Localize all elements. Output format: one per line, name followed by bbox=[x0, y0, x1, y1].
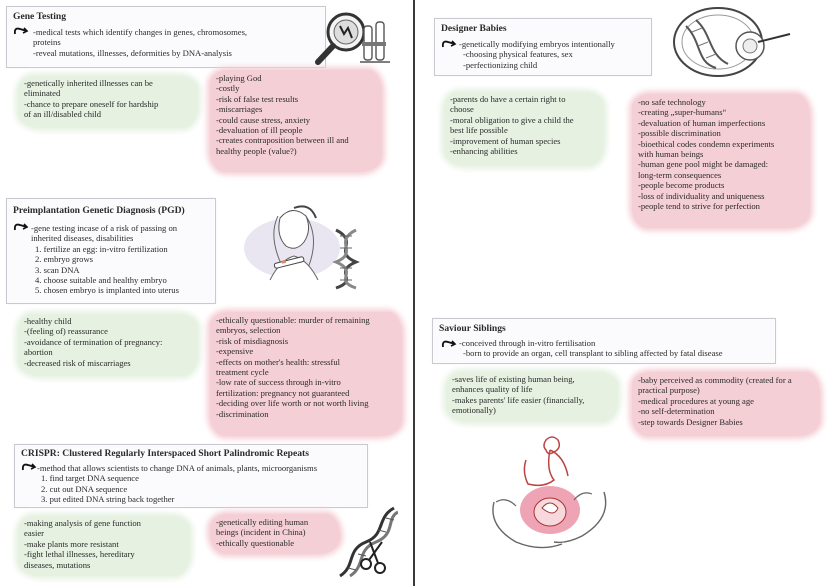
pro-item: -fight lethal illnesses, hereditary bbox=[24, 549, 135, 560]
crispr-box bbox=[14, 444, 368, 508]
pgd-step: 3. scan DNA bbox=[35, 264, 80, 275]
designer-babies-box bbox=[434, 18, 652, 76]
con-item: -step towards Designer Babies bbox=[638, 416, 743, 427]
con-item: -loss of individuality and uniqueness bbox=[638, 190, 765, 201]
con-item: -no safe technology bbox=[638, 97, 706, 107]
con-item: -devaluation of human imperfections bbox=[638, 117, 766, 128]
dna-icon bbox=[330, 228, 362, 290]
con-item: -ethically questionable bbox=[216, 537, 295, 548]
con-item: -baby perceived as commodity (created for a bbox=[638, 375, 792, 385]
con-item: -risk of false test results bbox=[216, 93, 299, 104]
pro-item: -(feeling of) reassurance bbox=[24, 326, 108, 337]
con-item: -creates contraposition between ill and bbox=[216, 135, 349, 146]
con-item: -people tend to strive for perfection bbox=[638, 201, 760, 212]
con-item: healthy people (value?) bbox=[216, 145, 297, 156]
con-item: -creating „super-humans“ bbox=[638, 107, 727, 118]
pgd-step: 5. chosen embryo is implanted into uterus bbox=[35, 285, 179, 296]
curved-arrow-icon bbox=[13, 26, 29, 36]
con-item: -miscarriages bbox=[216, 104, 263, 115]
pro-item: -avoidance of termination of pregnancy: bbox=[24, 336, 163, 347]
curved-arrow-icon bbox=[441, 339, 457, 349]
con-item: -could cause stress, anxiety bbox=[216, 114, 311, 125]
saviour-siblings-line: -born to provide an organ, cell transplant to sibling affected by fatal disease bbox=[463, 348, 723, 359]
pgd-box bbox=[6, 198, 216, 304]
gene-testing-box bbox=[6, 6, 326, 68]
con-item: -devaluation of ill people bbox=[216, 125, 303, 136]
gene-testing-title: Gene Testing bbox=[13, 11, 67, 22]
crispr-pros bbox=[18, 516, 190, 576]
gene-testing-line: -reveal mutations, illnesses, deformities by DNA-analysis bbox=[33, 47, 232, 58]
pgd-step: 2. embryo grows bbox=[35, 254, 93, 265]
petri-dish-injection-icon bbox=[662, 2, 792, 80]
saviour-siblings-title: Saviour Siblings bbox=[439, 323, 506, 334]
pro-item: easier bbox=[24, 528, 45, 539]
page-divider bbox=[413, 0, 415, 586]
saviour-siblings-line: -conceived through in-vitro fertilisation bbox=[459, 338, 596, 348]
gene-testing-cons bbox=[210, 70, 382, 172]
pro-item: -decreased risk of miscarriages bbox=[24, 357, 131, 368]
crispr-step: 2. cut out DNA sequence bbox=[41, 483, 128, 494]
pro-item: -enhancing abilities bbox=[450, 146, 518, 157]
pro-item: -improvement of human species bbox=[450, 135, 561, 146]
con-item: -ethically questionable: murder of remaining bbox=[216, 315, 370, 325]
con-item: embryos, selection bbox=[216, 325, 281, 336]
pgd-line: inherited diseases, disabilities bbox=[31, 233, 134, 244]
con-item: -human gene pool might be damaged: bbox=[638, 159, 769, 170]
con-item: with human beings bbox=[638, 149, 704, 160]
dna-scissors-icon bbox=[336, 506, 398, 578]
saviour-siblings-pros bbox=[446, 372, 618, 422]
designer-babies-title: Designer Babies bbox=[441, 23, 507, 34]
crispr-line: -method that allows scientists to change DNA of animals, plants, microorganisms bbox=[37, 463, 318, 473]
gene-testing-pros bbox=[18, 76, 198, 128]
con-item: -playing God bbox=[216, 73, 262, 83]
con-item: -possible discrimination bbox=[638, 128, 721, 139]
pro-item: diseases, mutations bbox=[24, 559, 91, 570]
pro-item: -genetically inherited illnesses can be bbox=[24, 78, 153, 88]
con-item: -genetically editing human bbox=[216, 517, 309, 527]
pro-item: -making analysis of gene function bbox=[24, 518, 141, 528]
crispr-title: CRISPR: Clustered Regularly Interspaced Short Palindromic Repeats bbox=[21, 448, 309, 459]
curved-arrow-icon bbox=[13, 222, 29, 232]
con-item: fertilization: pregnancy not guaranteed bbox=[216, 387, 350, 398]
pro-item: abortion bbox=[24, 347, 53, 358]
con-item: treatment cycle bbox=[216, 367, 269, 378]
designer-babies-line: -perfectionizing child bbox=[463, 59, 538, 70]
pro-item: -make plants more resistant bbox=[24, 538, 119, 549]
con-item: -deciding over life worth or not worth living bbox=[216, 398, 369, 409]
saviour-siblings-cons bbox=[632, 372, 820, 436]
gene-testing-line: proteins bbox=[33, 37, 61, 48]
pro-item: -chance to prepare oneself for hardship bbox=[24, 98, 159, 109]
con-item: -medical procedures at young age bbox=[638, 395, 754, 406]
con-item: -effects on mother's health: stressful bbox=[216, 356, 341, 367]
pgd-title: Preimplantation Genetic Diagnosis (PGD) bbox=[13, 205, 185, 216]
con-item: beings (incident in China) bbox=[216, 527, 306, 538]
pro-item: choose bbox=[450, 104, 474, 115]
designer-babies-cons bbox=[632, 94, 810, 228]
saviour-siblings-box bbox=[432, 318, 776, 364]
con-item: practical purpose) bbox=[638, 385, 700, 396]
pgd-line: -gene testing incase of a risk of passing on bbox=[31, 223, 178, 233]
pro-item: eliminated bbox=[24, 88, 61, 99]
pgd-pros bbox=[18, 314, 198, 376]
curved-arrow-icon bbox=[441, 39, 457, 49]
pro-item: -moral obligation to give a child the bbox=[450, 114, 574, 125]
crispr-cons bbox=[210, 514, 340, 554]
con-item: -discrimination bbox=[216, 408, 269, 419]
pgd-step: 4. choose suitable and healthy embryo bbox=[35, 275, 167, 286]
designer-babies-pros bbox=[444, 92, 604, 166]
designer-babies-line: -genetically modifying embryos intentionally bbox=[459, 39, 615, 49]
con-item: -risk of misdiagnosis bbox=[216, 335, 289, 346]
pro-item: of an ill/disabled child bbox=[24, 109, 102, 120]
con-item: -costly bbox=[216, 83, 240, 94]
pgd-cons bbox=[210, 312, 402, 436]
pro-item: -parents do have a certain right to bbox=[450, 94, 566, 104]
pro-item: -makes parents' life easier (financially, bbox=[452, 394, 585, 405]
crispr-step: 3. put edited DNA string back together bbox=[41, 494, 175, 505]
pgd-step: 1. fertilize an egg: in-vitro fertilization bbox=[35, 243, 168, 254]
pro-item: best life possible bbox=[450, 125, 508, 136]
con-item: -people become products bbox=[638, 180, 725, 191]
pro-item: enhances quality of life bbox=[452, 384, 533, 395]
baby-in-hands-icon bbox=[484, 432, 614, 552]
pro-item: -healthy child bbox=[24, 316, 72, 326]
con-item: -bioethical codes condemn experiments bbox=[638, 138, 775, 149]
con-item: -no self-determination bbox=[638, 406, 715, 417]
designer-babies-line: -choosing physical features, sex bbox=[463, 49, 573, 60]
pro-item: -saves life of existing human being, bbox=[452, 374, 575, 384]
con-item: -expensive bbox=[216, 346, 254, 357]
woman-pregnancy-test-icon bbox=[240, 200, 340, 284]
crispr-step: 1. find target DNA sequence bbox=[41, 473, 139, 484]
con-item: -low rate of success through in-vitro bbox=[216, 377, 341, 388]
pro-item: emotionally) bbox=[452, 405, 496, 416]
curved-arrow-icon bbox=[21, 462, 37, 472]
con-item: long-term consequences bbox=[638, 169, 722, 180]
gene-testing-line: -medical tests which identify changes in genes, chromosomes, bbox=[33, 27, 248, 37]
magnifier-test-tubes-icon bbox=[306, 6, 392, 68]
